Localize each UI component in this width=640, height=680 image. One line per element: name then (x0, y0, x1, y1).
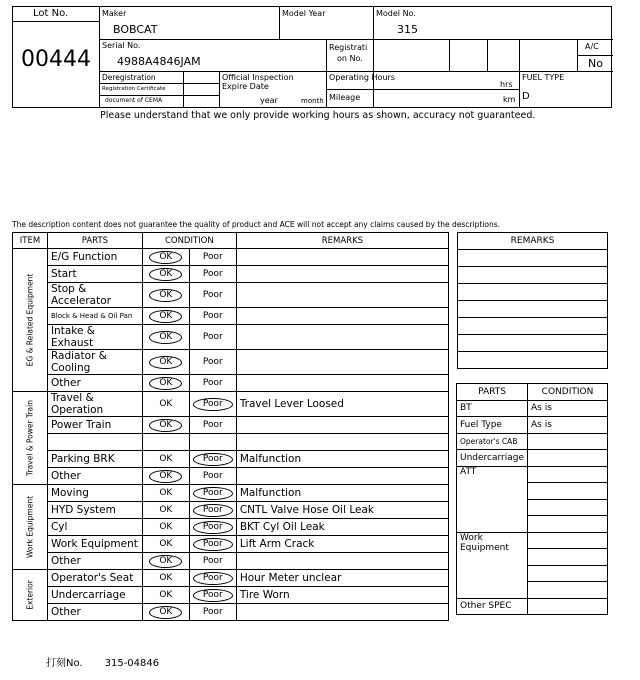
right-parts-row (457, 400, 608, 417)
operating-hours-label: Operating Hours (329, 73, 395, 82)
poor-cell (189, 451, 236, 468)
ok-option: OK (159, 573, 173, 583)
part-name: Operator's Seat (47, 570, 142, 587)
table-row (13, 417, 449, 434)
ok-selected: OK (149, 289, 182, 302)
item-header: ITEM (13, 233, 48, 249)
lot-label: Lot No. (33, 8, 69, 19)
stamp-label: 打刻No. (46, 658, 83, 669)
ok-cell (142, 417, 189, 434)
ac-value: No (588, 57, 603, 70)
right-remarks-cell (458, 318, 608, 335)
part-name: Intake & Exhaust (47, 325, 142, 350)
poor-cell (189, 283, 236, 308)
poor-cell (189, 502, 236, 519)
right-parts-table (456, 383, 608, 615)
table-row (13, 587, 449, 604)
table-row (13, 536, 449, 553)
condition-table (12, 232, 449, 621)
ok-cell (142, 350, 189, 375)
ok-selected: OK (149, 331, 182, 344)
poor-cell (189, 553, 236, 570)
ac-label: A/C (585, 42, 599, 51)
poor-selected: Poor (193, 572, 233, 585)
ok-selected: OK (149, 555, 182, 568)
serial-label: Serial No. (102, 41, 141, 50)
poor-option: Poor (202, 357, 223, 367)
part-name (47, 434, 142, 451)
poor-option: Poor (202, 378, 223, 388)
right-remarks-cell (458, 301, 608, 318)
right-remarks-row (458, 301, 608, 318)
poor-cell (189, 519, 236, 536)
remark (236, 325, 448, 350)
poor-selected: Poor (193, 487, 233, 500)
right-parts-row (457, 532, 608, 549)
part-name: Block & Head & Oil Pan (47, 308, 142, 325)
poor-selected: Poor (193, 589, 233, 602)
item-group-cell (13, 392, 48, 485)
remark: BKT Cyl Oil Leak (236, 519, 448, 536)
ok-cell (142, 451, 189, 468)
poor-cell (189, 249, 236, 266)
item-group-label: EG & Related Equipment (25, 273, 35, 367)
poor-selected: Poor (193, 521, 233, 534)
poor-option: Poor (202, 269, 223, 279)
remark: Lift Arm Crack (236, 536, 448, 553)
month-label: month (301, 97, 324, 105)
ok-cell (142, 266, 189, 283)
remark (236, 468, 448, 485)
right-part-condition (528, 450, 608, 467)
item-group-cell (13, 485, 48, 570)
part-name: Other (47, 468, 142, 485)
right-part-name: BT (457, 400, 528, 417)
deregistration-label: Deregistration (102, 73, 156, 82)
right-remarks-row (458, 267, 608, 284)
poor-selected: Poor (193, 504, 233, 517)
poor-option: Poor (202, 471, 223, 481)
year-label: year (260, 96, 278, 105)
mileage-label: Mileage (329, 93, 361, 102)
right-remarks-cell (458, 335, 608, 352)
table-row (13, 392, 449, 417)
right-parts-header-row (457, 384, 608, 401)
remark: Tire Worn (236, 587, 448, 604)
right-part-condition (528, 433, 608, 450)
ok-option: OK (159, 399, 173, 409)
remark (236, 283, 448, 308)
poor-option: Poor (202, 420, 223, 430)
remark: Malfunction (236, 485, 448, 502)
ok-option: OK (159, 590, 173, 600)
ok-cell (142, 553, 189, 570)
right-remarks-cell (458, 250, 608, 267)
item-group-label: Work Equipment (25, 495, 35, 559)
ok-cell (142, 375, 189, 392)
ok-selected: OK (149, 310, 182, 323)
inspection-label: Official Inspection (222, 73, 294, 82)
ok-cell (142, 536, 189, 553)
right-part-condition (528, 483, 608, 500)
table-row (13, 249, 449, 266)
inspection-label-2: Expire Date (222, 82, 269, 91)
cema-label: document of CEMA (105, 97, 163, 104)
right-part-condition (528, 516, 608, 533)
part-name: Undercarriage (47, 587, 142, 604)
ok-cell (142, 392, 189, 417)
right-parts-header: PARTS (457, 384, 528, 401)
remark: Travel Lever Loosed (236, 392, 448, 417)
ok-cell (142, 570, 189, 587)
poor-option: Poor (202, 556, 223, 566)
table-row (13, 375, 449, 392)
right-remarks-row (458, 250, 608, 267)
ok-selected: OK (149, 356, 182, 369)
poor-cell (189, 308, 236, 325)
right-part-condition: As is (528, 400, 608, 417)
condition-header: CONDITION (142, 233, 236, 249)
right-part-name: Other SPEC (457, 598, 528, 615)
registration-label: Registrati (329, 43, 368, 52)
right-condition-header: CONDITION (528, 384, 608, 401)
poor-option: Poor (202, 332, 223, 342)
part-name: Radiator & Cooling (47, 350, 142, 375)
table-row (13, 434, 449, 451)
ok-cell (142, 283, 189, 308)
ok-cell (142, 249, 189, 266)
poor-cell (189, 468, 236, 485)
registration-label-2: on No. (337, 54, 363, 63)
right-part-condition (528, 565, 608, 582)
ok-selected: OK (149, 377, 182, 390)
right-parts-row (457, 466, 608, 483)
right-remarks-row (458, 335, 608, 352)
right-parts-row (457, 417, 608, 434)
poor-selected: Poor (193, 398, 233, 411)
table-row (13, 325, 449, 350)
right-remarks-table (457, 232, 608, 369)
ok-option: OK (159, 539, 173, 549)
ok-option: OK (159, 505, 173, 515)
table-row (13, 570, 449, 587)
table-header-row (13, 233, 449, 249)
remark: Malfunction (236, 451, 448, 468)
ok-selected: OK (149, 470, 182, 483)
right-remarks-row (458, 284, 608, 301)
right-part-condition: As is (528, 417, 608, 434)
lot-number: 00444 (21, 47, 91, 72)
header-block (12, 6, 612, 108)
right-part-name: Work Equipment (457, 532, 528, 598)
remark (236, 350, 448, 375)
ok-option: OK (159, 522, 173, 532)
poor-cell (189, 350, 236, 375)
right-remarks-header: REMARKS (458, 233, 608, 250)
table-row (13, 266, 449, 283)
part-name: Cyl (47, 519, 142, 536)
item-group-label: Exterior (25, 580, 35, 610)
ok-cell (142, 325, 189, 350)
remark (236, 375, 448, 392)
right-part-name: Operator's CAB (457, 433, 528, 450)
poor-option: Poor (202, 290, 223, 300)
remark (236, 604, 448, 621)
table-row (13, 604, 449, 621)
ok-option: OK (159, 488, 173, 498)
ok-cell (142, 485, 189, 502)
ok-cell (142, 468, 189, 485)
part-name: Parking BRK (47, 451, 142, 468)
fuel-type-value: D (522, 91, 530, 102)
hours-note: Please understand that we only provide working hours as shown, accuracy not guaranteed. (100, 110, 536, 121)
table-row (13, 468, 449, 485)
maker-label: Maker (102, 9, 127, 18)
table-row (13, 308, 449, 325)
right-parts-row (457, 433, 608, 450)
poor-cell (189, 570, 236, 587)
part-name: HYD System (47, 502, 142, 519)
poor-cell (189, 604, 236, 621)
table-row (13, 283, 449, 308)
part-name: Stop & Accelerator (47, 283, 142, 308)
ok-selected: OK (149, 606, 182, 619)
right-part-condition (528, 582, 608, 599)
poor-cell (189, 536, 236, 553)
part-name: Other (47, 604, 142, 621)
right-remarks-cell (458, 352, 608, 369)
right-part-condition (528, 549, 608, 566)
reg-cert-label: Registration Certificate (102, 86, 166, 92)
remark (236, 308, 448, 325)
poor-option: Poor (202, 311, 223, 321)
model-year-label: Model Year (282, 9, 326, 18)
ok-selected: OK (149, 419, 182, 432)
table-row (13, 451, 449, 468)
disclaimer: The description content does not guarantee the quality of product and ACE will not accept any claims caused by the descriptions. (12, 220, 501, 229)
part-name: Other (47, 553, 142, 570)
right-part-name: ATT (457, 466, 528, 532)
remark (236, 249, 448, 266)
part-name: Work Equipment (47, 536, 142, 553)
remarks-header: REMARKS (236, 233, 448, 249)
maker-value: BOBCAT (113, 23, 158, 36)
table-row (13, 553, 449, 570)
km-label: km (503, 95, 516, 104)
poor-selected: Poor (193, 538, 233, 551)
poor-selected: Poor (193, 453, 233, 466)
table-row (13, 485, 449, 502)
right-remarks-cell (458, 284, 608, 301)
item-group-cell (13, 570, 48, 621)
poor-cell (189, 375, 236, 392)
part-name: Other (47, 375, 142, 392)
part-name: Travel & Operation (47, 392, 142, 417)
poor-option: Poor (202, 252, 223, 262)
hrs-label: hrs (500, 80, 513, 89)
ok-selected: OK (149, 251, 182, 264)
table-row (13, 502, 449, 519)
ok-cell (142, 434, 189, 451)
poor-cell (189, 587, 236, 604)
parts-header: PARTS (47, 233, 142, 249)
poor-cell (189, 434, 236, 451)
remark (236, 417, 448, 434)
table-row (13, 350, 449, 375)
model-no-value: 315 (397, 23, 418, 36)
poor-cell (189, 325, 236, 350)
item-group-cell (13, 249, 48, 392)
right-part-name: Fuel Type (457, 417, 528, 434)
part-name: Moving (47, 485, 142, 502)
poor-cell (189, 485, 236, 502)
right-remarks-cell (458, 267, 608, 284)
right-part-condition (528, 466, 608, 483)
ok-cell (142, 604, 189, 621)
model-no-label: Model No. (376, 9, 416, 18)
remark: Hour Meter unclear (236, 570, 448, 587)
ok-cell (142, 502, 189, 519)
stamp-value: 315-04846 (104, 658, 160, 669)
poor-cell (189, 266, 236, 283)
remark (236, 434, 448, 451)
remark (236, 553, 448, 570)
right-remarks-row (458, 318, 608, 335)
remark (236, 266, 448, 283)
right-part-condition (528, 532, 608, 549)
part-name: Start (47, 266, 142, 283)
poor-option: Poor (202, 607, 223, 617)
right-part-name: Undercarriage (457, 450, 528, 467)
remark: CNTL Valve Hose Oil Leak (236, 502, 448, 519)
item-group-label: Travel & Power Train (25, 400, 35, 476)
right-parts-row (457, 598, 608, 615)
right-parts-row (457, 450, 608, 467)
stamp-number (46, 654, 181, 669)
part-name: Power Train (47, 417, 142, 434)
right-remarks-row (458, 352, 608, 369)
ok-option: OK (159, 454, 173, 464)
right-part-condition (528, 598, 608, 615)
ok-cell (142, 308, 189, 325)
serial-value: 4988A4846JAM (117, 55, 201, 68)
fuel-type-label: FUEL TYPE (522, 73, 565, 82)
ok-cell (142, 587, 189, 604)
ok-selected: OK (149, 268, 182, 281)
ok-cell (142, 519, 189, 536)
poor-cell (189, 392, 236, 417)
right-part-condition (528, 499, 608, 516)
table-row (13, 519, 449, 536)
poor-cell (189, 417, 236, 434)
part-name: E/G Function (47, 249, 142, 266)
